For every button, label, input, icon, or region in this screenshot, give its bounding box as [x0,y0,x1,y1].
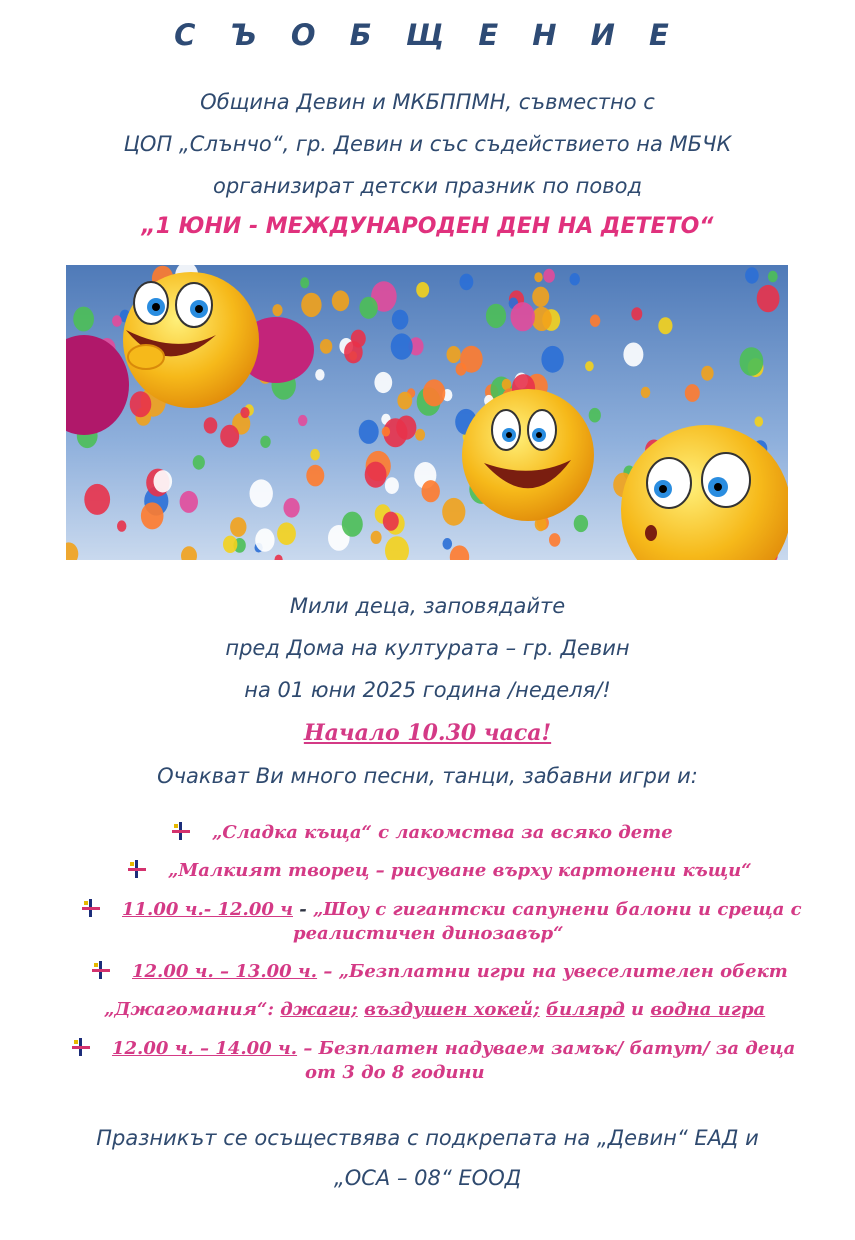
invite-line-1: Мили деца, заповядайте [289,594,566,618]
smiley-face-icon [123,272,259,408]
invite-line-3: на 01 юни 2025 година /неделя/! [244,678,611,702]
start-time: Начало 10.30 часа! [303,720,552,746]
bullet-icon [82,899,100,917]
intro-line-1: Община Девин и МКБППМН, съвместно с [200,90,655,114]
balloon [180,491,198,513]
balloon [240,407,249,418]
balloon [570,273,580,285]
balloon [396,416,416,440]
balloon [230,517,246,537]
balloon [365,462,387,488]
balloon [415,429,425,441]
bullet-icon [72,1038,90,1056]
balloon [332,290,349,311]
balloon [397,392,412,410]
balloon [220,425,239,448]
balloon [532,287,549,307]
balloon [359,420,379,444]
balloon [301,293,321,317]
balloon [371,531,382,544]
balloon [130,391,152,417]
balloon [442,498,465,526]
balloon [443,538,453,550]
balloon [277,522,296,545]
balloon [757,285,780,312]
balloon [250,479,273,507]
balloon [204,417,218,433]
balloon [768,271,778,283]
balloon [84,484,110,515]
balloon [589,408,601,423]
balloon [460,346,483,373]
balloon [260,436,270,448]
event-title: „1 ЮНИ - МЕЖДУНАРОДЕН ДЕН НА ДЕТЕТО“ [141,214,714,239]
balloons-illustration [66,265,788,560]
list-item: 12.00 ч. – 14.00 ч. – Безплатен надуваем замък/ батут/ за деца [72,1038,795,1059]
balloon [223,536,237,553]
list-item-continuation: от 3 до 8 години [305,1062,485,1083]
balloons-photo [66,265,788,560]
balloon [460,274,474,291]
balloon [73,307,94,332]
balloon [745,267,759,283]
balloon [543,269,555,283]
balloon [344,341,363,363]
balloon [486,304,506,328]
balloon [298,415,307,426]
invite-line-2: пред Дома на културата – гр. Девин [225,636,630,660]
balloon [320,339,332,354]
balloon [385,477,399,494]
list-item: 11.00 ч.- 12.00 ч - „Шоу с гигантски сапунени балони и среща с [82,899,802,920]
balloon [590,315,600,327]
balloon [141,502,164,529]
balloon [541,346,563,373]
balloon [423,379,445,406]
smiley-face-icon [462,389,594,521]
footer-line-1: Празникът се осъществява с подкрепата на „Девин“ ЕАД и [96,1126,759,1150]
balloon [315,369,324,380]
balloon [511,302,535,331]
intro-line-2: ЦОП „Слънчо“, гр. Девин и със съдействието на МБЧК [123,132,732,156]
balloon [392,310,409,330]
intro-line-3: организират детски празник по повод [212,174,642,198]
footer-line-2: „ОСА – 08“ ЕООД [333,1166,522,1190]
bullet-icon [92,961,110,979]
balloon [284,498,300,518]
balloon [534,272,542,282]
balloon [623,343,643,367]
balloon [193,455,205,470]
balloon [306,465,324,487]
balloon [740,347,764,376]
balloon [374,372,392,393]
bullet-icon [172,822,190,840]
balloon [447,346,461,363]
balloon [701,366,713,381]
balloon [383,512,399,531]
list-item: „Сладка къща“ с лакомства за всяко дете [172,822,673,843]
balloon [117,520,126,531]
balloon [342,512,363,537]
balloon [154,470,173,492]
balloon [549,533,560,547]
list-item: „Малкият творец – рисуване върху картонени къщи“ [128,860,752,881]
list-item-continuation: реалистичен динозавър“ [293,923,564,944]
balloon [359,297,377,319]
balloon [112,315,122,327]
balloon [755,416,764,426]
expect-line: Очакват Ви много песни, танци, забавни игри и: [157,764,698,788]
list-item-continuation: „Джагомания“: джаги; въздушен хокей; билярд и водна игра [104,999,766,1020]
balloon [685,384,700,402]
balloon [391,333,413,359]
balloon [382,427,390,437]
balloon [585,361,594,371]
balloon [631,307,642,320]
page-title: С Ъ О Б Щ Е Н И Е [174,18,681,52]
balloon [658,317,672,334]
balloon [300,277,309,288]
balloon [272,304,282,316]
list-item: 12.00 ч. – 13.00 ч. – „Безплатни игри на увеселителен обект [92,961,788,982]
balloon [255,528,274,551]
balloon [574,515,588,532]
bullet-icon [128,860,146,878]
balloon [422,480,440,502]
balloon [310,449,320,461]
balloon [416,282,429,298]
balloon [641,387,651,398]
